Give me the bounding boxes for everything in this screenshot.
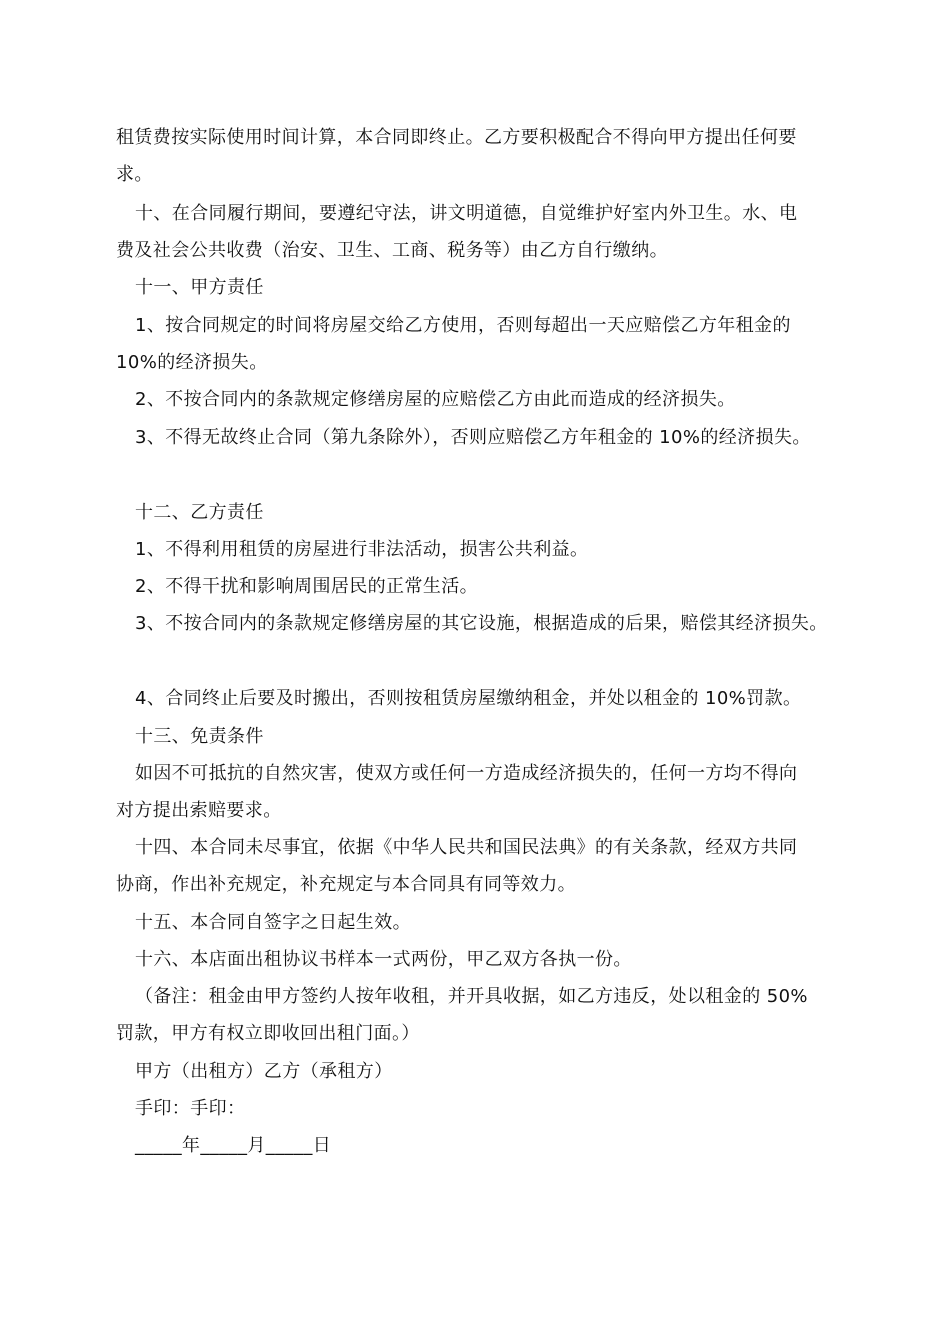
paragraph-line: 租赁费按实际使用时间计算，本合同即终止。乙方要积极配合不得向甲方提出任何要 [116,127,797,148]
remark-line: （备注：租金由甲方签约人按年收租，并开具收据，如乙方违反，处以租金的 50% [135,986,808,1007]
clause-15-line: 十五、本合同自签字之日起生效。 [135,912,411,933]
list-item: 1、不得利用租赁的房屋进行非法活动，损害公共利益。 [135,539,589,560]
list-item: 2、不得干扰和影响周围居民的正常生活。 [135,576,479,597]
remark-line: 罚款，甲方有权立即收回出租门面。） [116,1023,420,1044]
paragraph-line: 协商，作出补充规定，补充规定与本合同具有同等效力。 [116,874,576,895]
clause-10-line: 十、在合同履行期间，要遵纪守法，讲文明道德，自觉维护好室内外卫生。水、电 [135,203,798,224]
party-labels: 甲方（出租方）乙方（承租方） [135,1061,393,1082]
paragraph-line: 求。 [116,164,153,185]
clause-13-heading: 十三、免责条件 [135,726,264,747]
list-item: 4、合同终止后要及时搬出，否则按租赁房屋缴纳租金，并处以租金的 10%罚款。 [135,688,802,709]
paragraph-line: 费及社会公共收费（治安、卫生、工商、税务等）由乙方自行缴纳。 [116,240,668,261]
date-line: _____年_____月_____日 [135,1135,332,1156]
paragraph-line: 10%的经济损失。 [116,352,268,373]
list-item: 3、不得无故终止合同（第九条除外），否则应赔偿乙方年租金的 10%的经济损失。 [135,427,811,448]
paragraph-line: 如因不可抵抗的自然灾害，使双方或任何一方造成经济损失的，任何一方均不得向 [135,763,798,784]
list-item: 3、不按合同内的条款规定修缮房屋的其它设施，根据造成的后果，赔偿其经济损失。 [135,613,828,634]
clause-12-heading: 十二、乙方责任 [135,502,264,523]
list-item: 2、不按合同内的条款规定修缮房屋的应赔偿乙方由此而造成的经济损失。 [135,389,736,410]
paragraph-line: 对方提出索赔要求。 [116,800,282,821]
clause-14-line: 十四、本合同未尽事宜，依据《中华人民共和国民法典》的有关条款，经双方共同 [135,837,798,858]
clause-16-line: 十六、本店面出租协议书样本一式两份，甲乙双方各执一份。 [135,949,632,970]
clause-11-heading: 十一、甲方责任 [135,277,264,298]
list-item: 1、按合同规定的时间将房屋交给乙方使用，否则每超出一天应赔偿乙方年租金的 [135,315,791,336]
signature-labels: 手印：手印： [135,1098,246,1119]
